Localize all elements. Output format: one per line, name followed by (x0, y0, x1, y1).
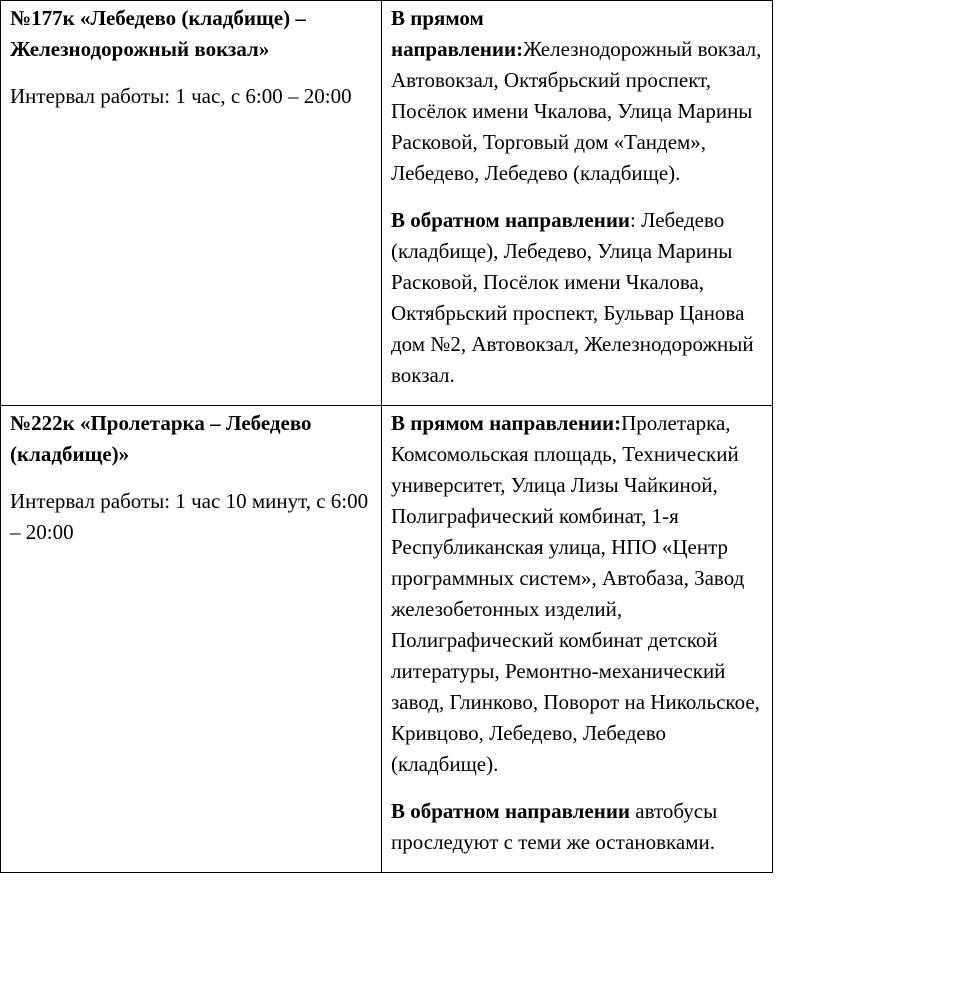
route-interval: Интервал работы: 1 час, с 6:00 – 20:00 (10, 84, 352, 108)
forward-direction-stops: Пролетарка, Комсомольская площадь, Технический университет, Улица Лизы Чайкиной, Полиграфический комбинат, 1-я Республиканская улица, НПО «Центр программных систем», Автобаза, Завод железобетонных изделий, Полиграфический комбинат детской литературы, Ремонтно-механический завод, Глинково, Поворот на Никольское, Кривцово, Лебедево, Лебедево (кладбище). (391, 411, 760, 776)
reverse-direction (391, 205, 763, 391)
reverse-direction-label: В обратном направлении (391, 208, 631, 232)
forward-direction-label: В прямом направлении: (391, 6, 524, 61)
route-stops-cell (382, 406, 773, 873)
forward-direction-stops: Железнодорожный вокзал, Автовокзал, Октябрьский проспект, Посёлок имени Чкалова, Улица Марины Расковой, Торговый дом «Тандем», Лебедево, Лебедево (кладбище). (391, 37, 762, 185)
route-info-cell (1, 1, 382, 406)
reverse-direction (391, 796, 763, 858)
table-row (1, 1, 773, 406)
route-info-cell (1, 406, 382, 873)
reverse-direction-stops: : Лебедево (кладбище), Лебедево, Улица Марины Расковой, Посёлок имени Чкалова, Октябрьский проспект, Бульвар Цанова дом №2, Автовокзал, Железнодорожный вокзал. (391, 208, 754, 387)
route-title-text: №177к «Лебедево (кладбище) – Железнодорожный вокзал» (10, 6, 306, 61)
reverse-direction-label: В обратном направлении (391, 799, 631, 823)
route-stops-cell (382, 1, 773, 406)
forward-direction (391, 408, 763, 780)
forward-direction-label: В прямом направлении: (391, 411, 622, 435)
forward-direction (391, 3, 763, 189)
route-interval: Интервал работы: 1 час 10 минут, с 6:00 – 20:00 (10, 489, 369, 544)
reverse-direction-stops: автобусы проследуют с теми же остановками. (391, 799, 718, 854)
table-row (1, 406, 773, 873)
route-title (10, 3, 372, 65)
route-title (10, 408, 372, 470)
route-title-text: №222к «Пролетарка – Лебедево (кладбище)» (10, 411, 312, 466)
